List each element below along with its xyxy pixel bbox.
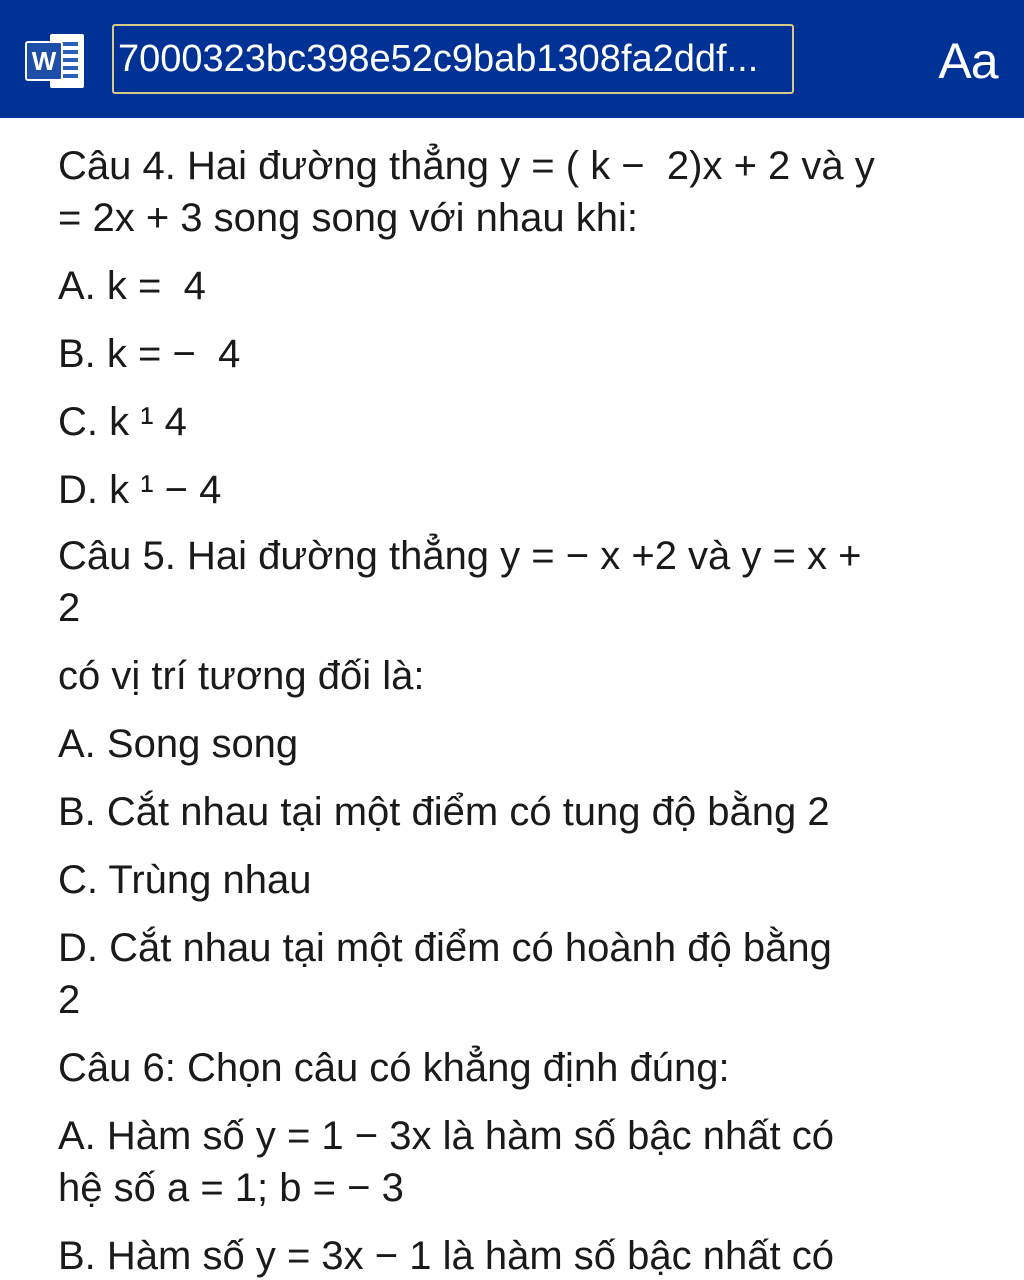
document-title-field[interactable]: 7000323bc398e52c9bab1308fa2ddf... (112, 24, 794, 94)
question-5-option-d-line-2: 2 (58, 978, 81, 1022)
question-4-option-d: D. k ¹ − 4 (58, 468, 222, 512)
question-6-option-a-line-1: A. Hàm số y = 1 − 3x là hàm số bậc nhất có (58, 1114, 834, 1158)
question-6-option-a-line-2: hệ số a = 1; b = − 3 (58, 1166, 404, 1210)
question-6-option-b-line-1: B. Hàm số y = 3x − 1 là hàm số bậc nhất có (58, 1234, 834, 1278)
question-6-line-1: Câu 6: Chọn câu có khẳng định đúng: (58, 1046, 730, 1090)
question-5-option-a: A. Song song (58, 722, 299, 766)
word-icon[interactable] (24, 30, 88, 92)
question-5-line-1: Câu 5. Hai đường thẳng y = − x +2 và y = x + (58, 534, 862, 578)
question-4-option-a: A. k = 4 (58, 264, 206, 308)
font-size-button[interactable]: Aa (938, 33, 998, 89)
question-5-option-b: B. Cắt nhau tại một điểm có tung độ bằng 2 (58, 790, 830, 834)
question-5-line-2: 2 (58, 586, 81, 630)
question-4-line-2: = 2x + 3 song song với nhau khi: (58, 196, 638, 240)
question-5-option-d-line-1: D. Cắt nhau tại một điểm có hoành độ bằng (58, 926, 832, 970)
document-content (58, 140, 968, 1280)
question-5-line-3: có vị trí tương đối là: (58, 654, 425, 698)
question-4-option-c: C. k ¹ 4 (58, 400, 187, 444)
question-5-option-c: C. Trùng nhau (58, 858, 312, 902)
svg-text:W: W (31, 46, 57, 76)
question-4-line-1: Câu 4. Hai đường thẳng y = ( k − 2)x + 2 và y (58, 144, 875, 188)
top-app-bar (0, 0, 1024, 118)
question-4-option-b: B. k = − 4 (58, 332, 241, 376)
